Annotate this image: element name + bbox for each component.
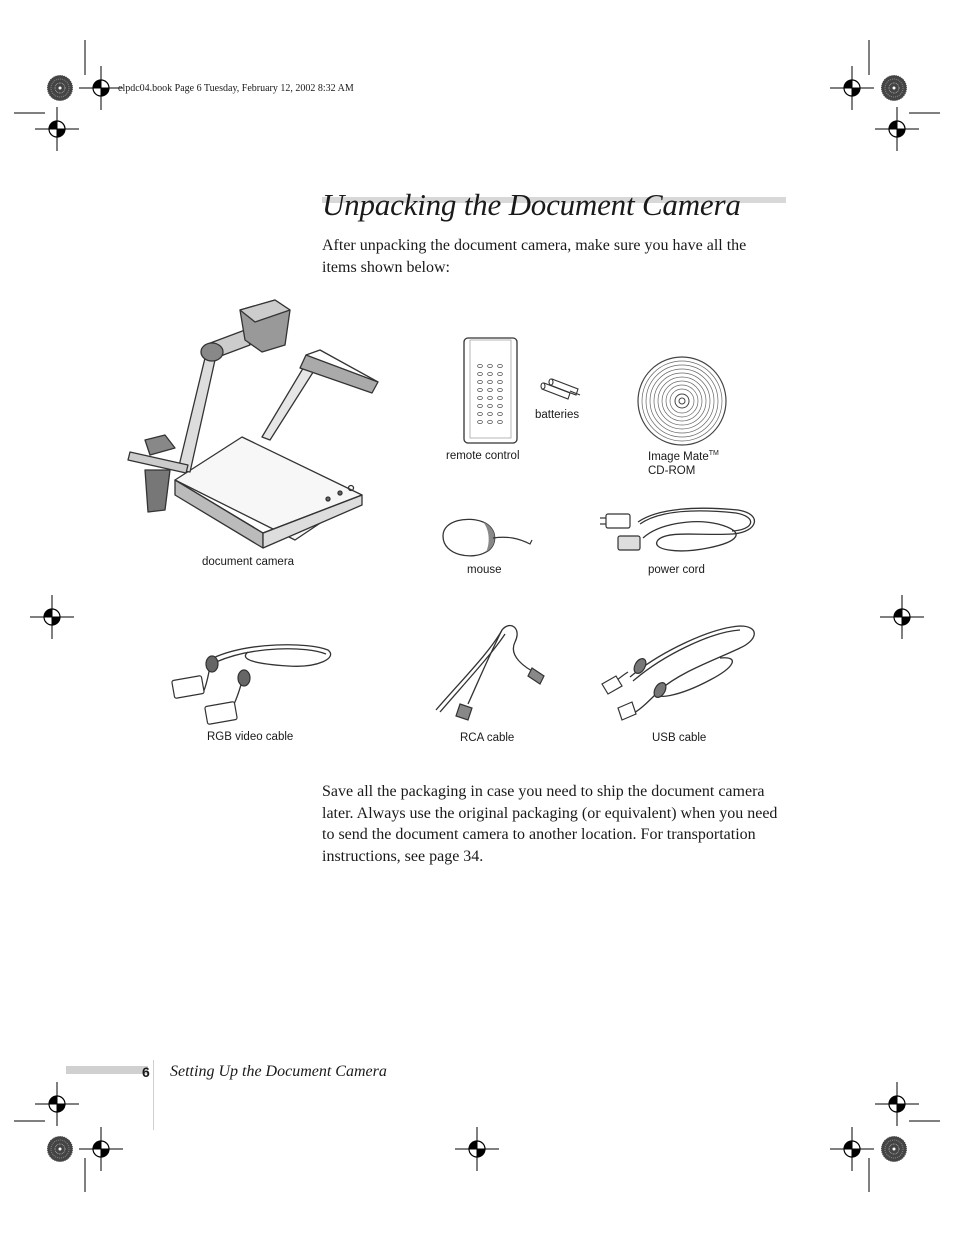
footer-rule — [153, 1060, 154, 1130]
caption-document-camera: document camera — [202, 556, 295, 568]
caption-cdrom — [648, 447, 719, 478]
caption-batteries: batteries — [535, 409, 580, 421]
footer-section-title: Setting Up the Document Camera — [170, 1063, 387, 1080]
caption-remote-control: remote control — [446, 450, 520, 462]
caption-power-cord: power cord — [648, 564, 705, 576]
file-header: elpdc04.book Page 6 Tuesday, February 12, 2002 8:32 AM — [118, 83, 354, 94]
mouse-illustration — [438, 514, 538, 564]
power-cord-illustration — [598, 502, 763, 562]
footer-bar — [66, 1066, 148, 1074]
caption-mouse: mouse — [467, 564, 502, 576]
trademark-symbol: TM — [708, 450, 719, 457]
caption-rgb-cable: RGB video cable — [207, 731, 294, 743]
remote-control-illustration — [462, 336, 522, 448]
caption-usb-cable: USB cable — [652, 732, 707, 744]
document-camera-illustration — [125, 295, 385, 555]
intro-paragraph: After unpacking the document camera, make sure you have all the items shown below: — [322, 237, 747, 276]
packaging-note: Save all the packaging in case you need to ship the document camera later. Always use the original packaging (or equivalent) when you need to send the document camera to another location. For transportation instructions, see page 34. — [322, 783, 778, 865]
page-number: 6 — [142, 1064, 150, 1080]
caption-cdrom-name: Image Mate — [648, 451, 709, 463]
cdrom-illustration — [636, 355, 728, 447]
batteries-illustration — [540, 375, 584, 405]
rca-cable-illustration — [430, 622, 550, 727]
page-title: Unpacking the Document Camera — [322, 187, 741, 222]
usb-cable-illustration — [600, 622, 760, 727]
rgb-cable-illustration — [168, 638, 338, 728]
caption-cdrom-type: CD-ROM — [648, 465, 696, 477]
caption-rca-cable: RCA cable — [460, 732, 515, 744]
